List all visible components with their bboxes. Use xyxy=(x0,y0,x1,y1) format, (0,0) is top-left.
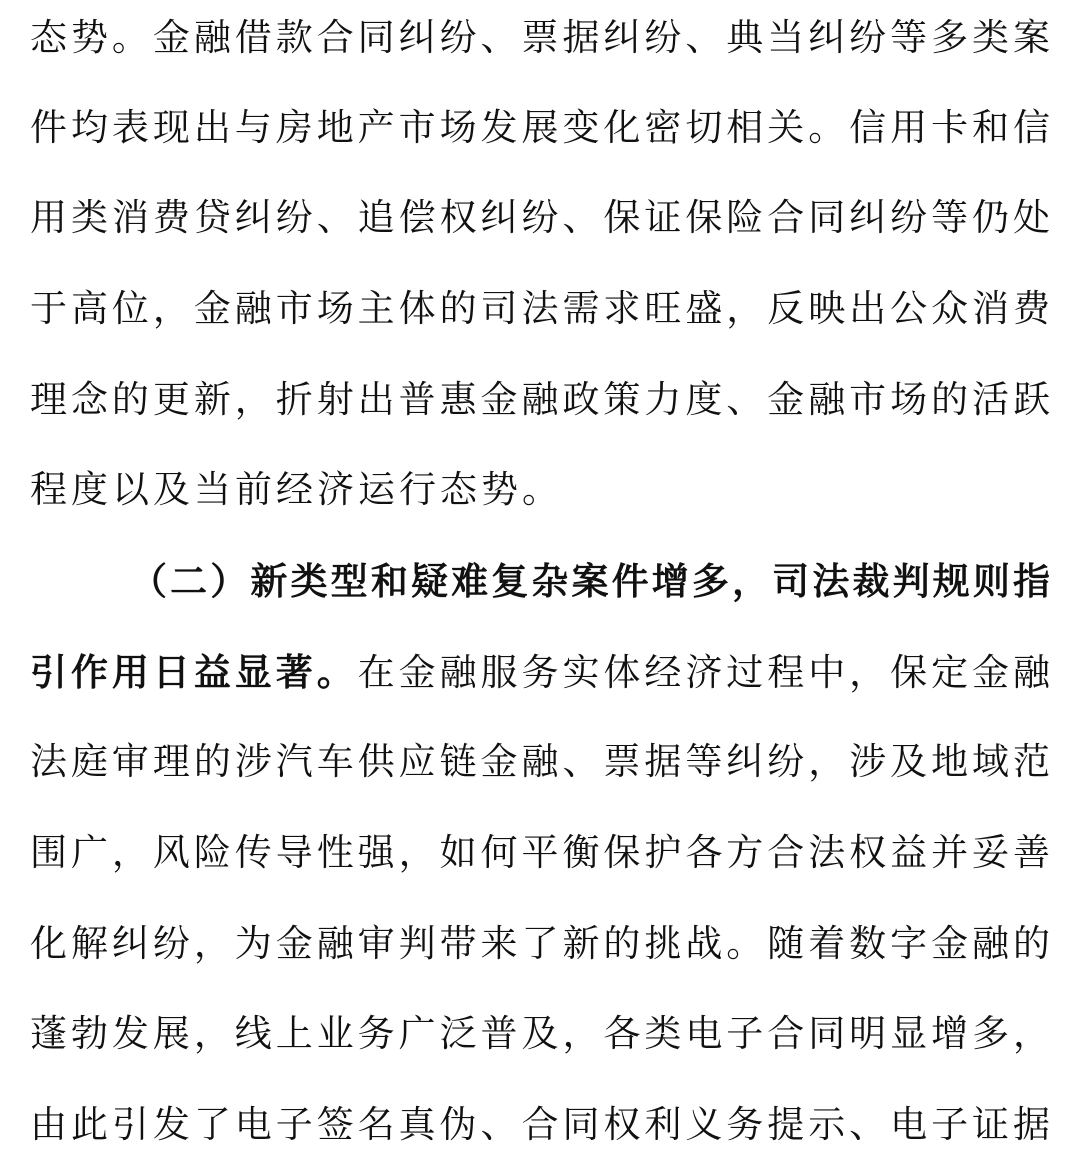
paragraph-text: 在金融服务实体经济过程中，保定金融 xyxy=(357,651,1051,694)
paragraph-line: 用类消费贷纠纷、追偿权纠纷、保证保险合同纠纷等仍处 xyxy=(30,196,1050,239)
paragraph-line xyxy=(30,642,1050,702)
paragraph-line: 化解纠纷，为金融审判带来了新的挑战。随着数字金融的 xyxy=(30,922,1050,965)
paragraph-line: 件均表现出与房地产市场发展变化密切相关。信用卡和信 xyxy=(30,106,1050,149)
section-heading-end: 引作用日益显著。 xyxy=(30,650,358,694)
paragraph-line: 程度以及当前经济运行态势。 xyxy=(30,468,563,511)
paragraph-line: 由此引发了电子签名真伪、合同权利义务提示、电子证据 xyxy=(30,1103,1050,1146)
paragraph-line: 于高位，金融市场主体的司法需求旺盛，反映出公众消费 xyxy=(30,287,1050,330)
paragraph-line: 围广，风险传导性强，如何平衡保护各方合法权益并妥善 xyxy=(30,831,1050,874)
section-heading: （二）新类型和疑难复杂案件增多，司法裁判规则指 xyxy=(130,559,1050,603)
paragraph-line: 法庭审理的涉汽车供应链金融、票据等纠纷，涉及地域范 xyxy=(30,740,1050,783)
paragraph-line: 态势。金融借款合同纠纷、票据纠纷、典当纠纷等多类案 xyxy=(30,16,1050,59)
paragraph-line: 理念的更新，折射出普惠金融政策力度、金融市场的活跃 xyxy=(30,378,1050,421)
paragraph-line: 蓬勃发展，线上业务广泛普及，各类电子合同明显增多， xyxy=(30,1012,1050,1055)
